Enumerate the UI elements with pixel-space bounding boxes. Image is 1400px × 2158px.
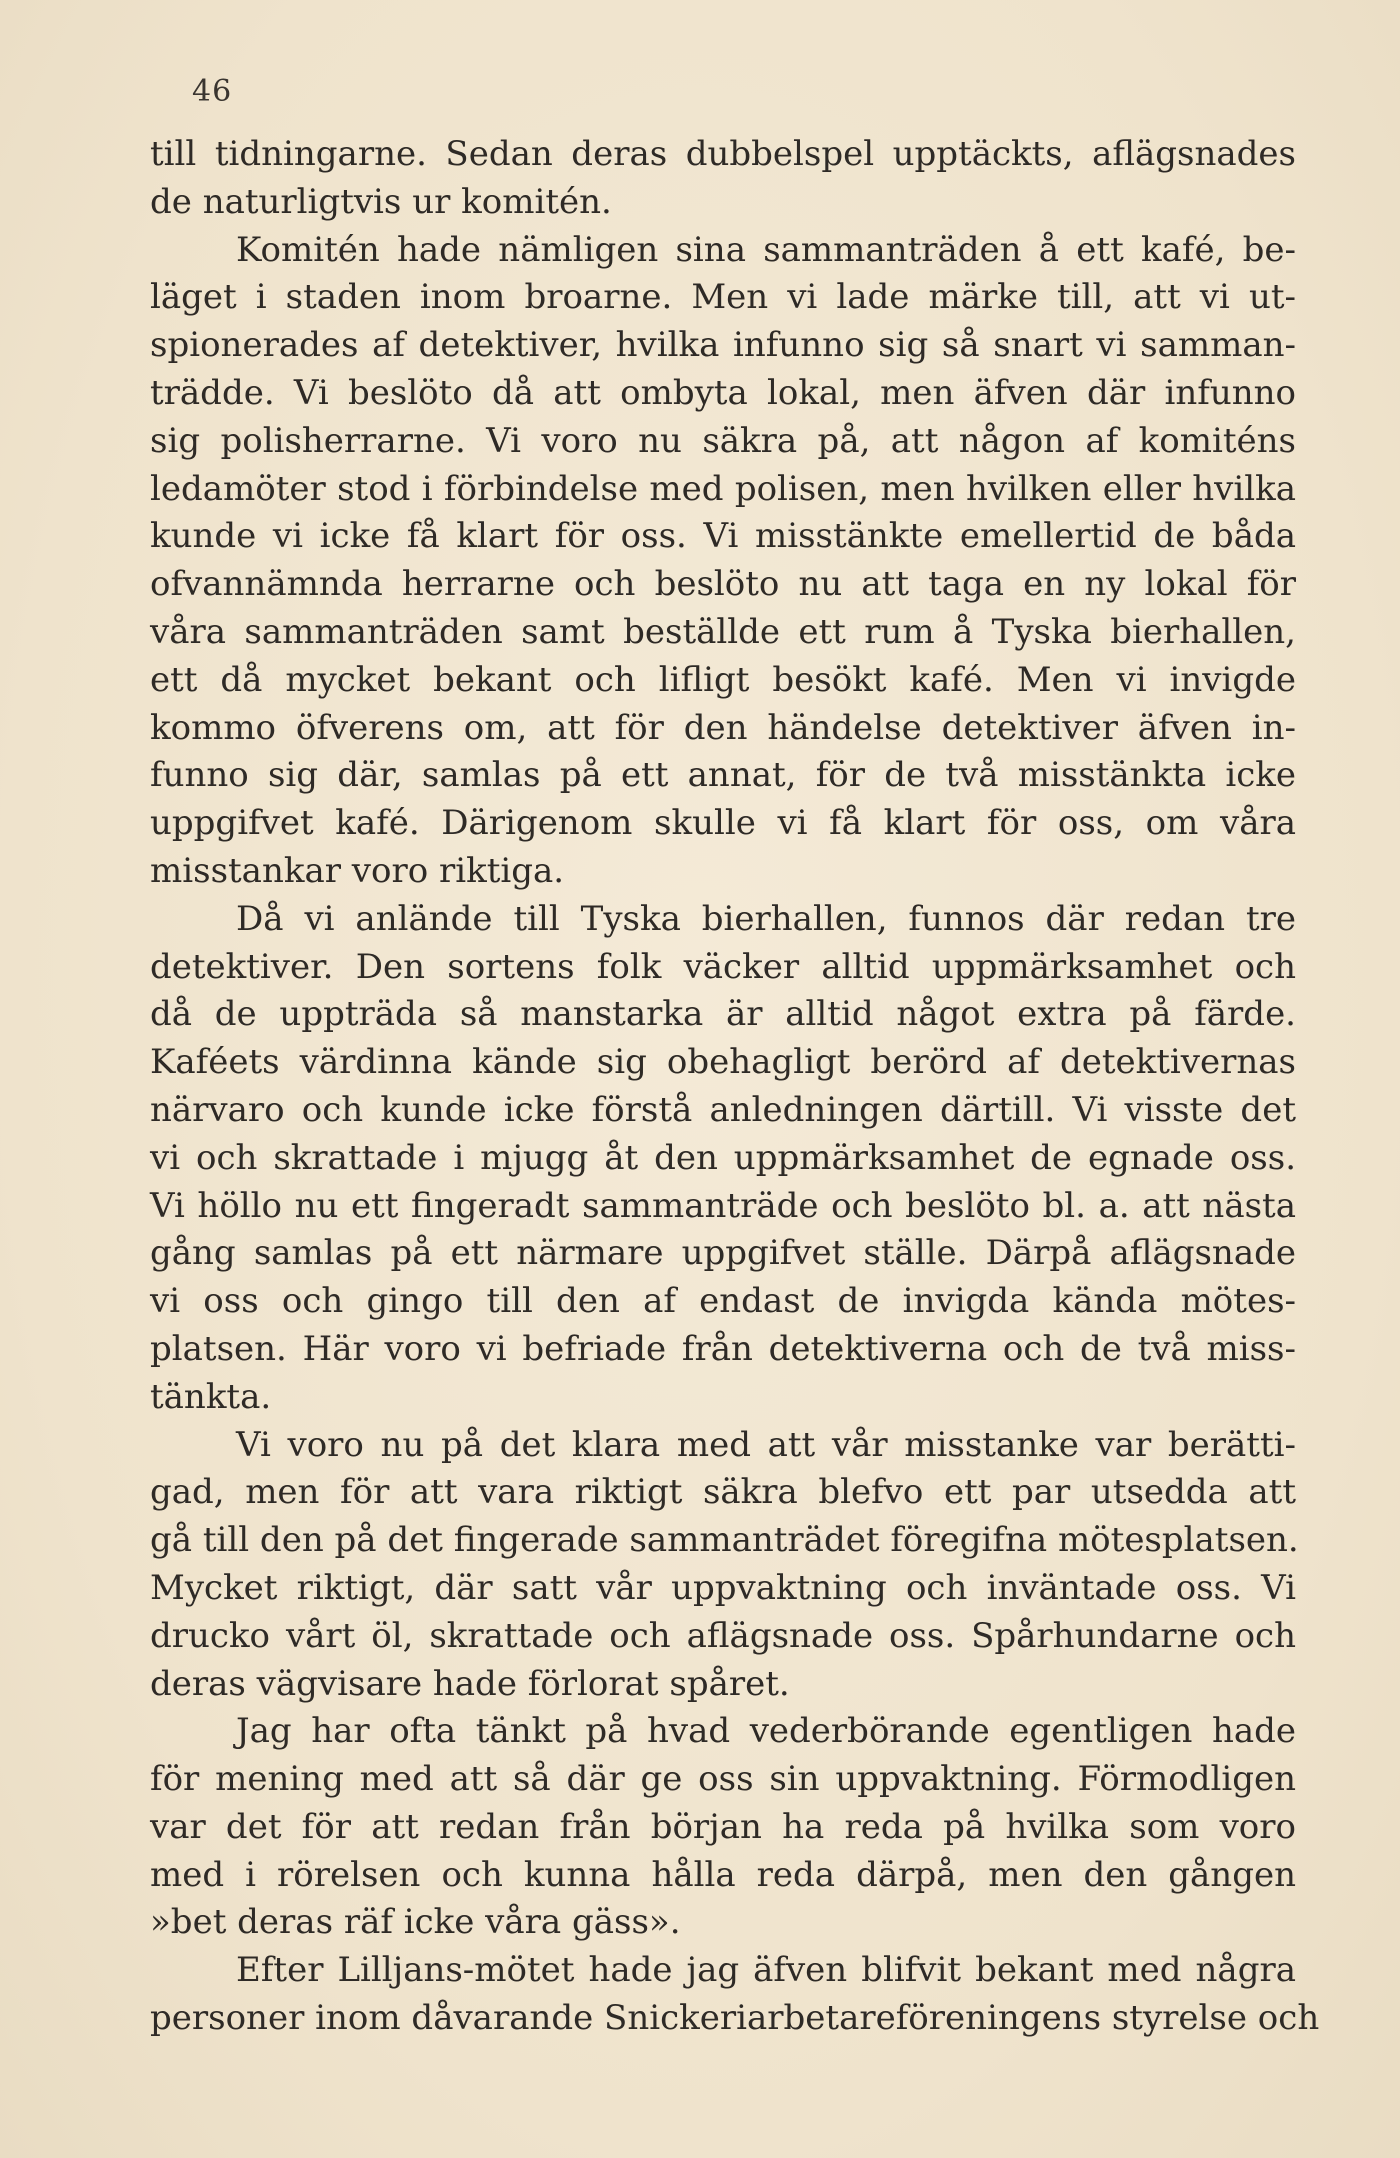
text-line: ledamöter stod i förbindelse med polisen, men hvilken eller hvilka bbox=[150, 468, 1296, 509]
text-line: personer inom dåvarande Snickeriarbetareföreningens styrelse och bbox=[150, 1998, 1320, 2039]
text-line: Komitén hade nämligen sina sammanträden å ett kafé, be- bbox=[236, 229, 1296, 270]
text-line: Jag har ofta tänkt på hvad vederbörande egentligen hade bbox=[236, 1711, 1296, 1752]
text-line: sig polisherrarne. Vi voro nu säkra på, att någon af komiténs bbox=[150, 420, 1296, 461]
text-line: Mycket riktigt, där satt vår uppvaktning och inväntade oss. Vi bbox=[150, 1567, 1296, 1608]
text-line: kunde vi icke få klart för oss. Vi misstänkte emellertid de båda bbox=[150, 516, 1296, 557]
text-line: platsen. Här voro vi befriade från detektiverna och de två miss- bbox=[150, 1328, 1296, 1369]
text-line: Kaféets värdinna kände sig obehagligt berörd af detektivernas bbox=[150, 1042, 1296, 1083]
text-line: tänkta. bbox=[150, 1376, 272, 1417]
text-line: Vi höllo nu ett fingeradt sammanträde och beslöto bl. a. att nästa bbox=[150, 1185, 1296, 1226]
text-line: trädde. Vi beslöto då att ombyta lokal, men äfven där infunno bbox=[150, 372, 1296, 413]
text-line: till tidningarne. Sedan deras dubbelspel upptäckts, aflägsnades bbox=[150, 134, 1296, 174]
text-line: gång samlas på ett närmare uppgifvet ställe. Därpå aflägsnade bbox=[150, 1233, 1296, 1274]
text-line: vi oss och gingo till den af endast de invigda kända mötes- bbox=[150, 1281, 1296, 1322]
text-line: var det för att redan från början ha reda på hvilka som voro bbox=[150, 1806, 1296, 1847]
text-line: läget i staden inom broarne. Men vi lade märke till, att vi ut- bbox=[150, 277, 1296, 318]
text-line: Då vi anlände till Tyska bierhallen, funnos där redan tre bbox=[236, 898, 1296, 939]
text-line: de naturligtvis ur komitén. bbox=[150, 181, 612, 222]
text-line: Efter Lilljans-mötet hade jag äfven blifvit bekant med några bbox=[236, 1950, 1296, 1991]
text-line: med i rörelsen och kunna hålla reda därpå, men den gången bbox=[150, 1854, 1296, 1895]
text-line: gad, men för att vara riktigt säkra blefvo ett par utsedda att bbox=[150, 1472, 1296, 1513]
text-line: misstankar voro riktiga. bbox=[150, 850, 565, 891]
text-line: gå till den på det fingerade sammanträdet föregifna mötesplatsen. bbox=[150, 1520, 1299, 1561]
page-number: 46 bbox=[192, 74, 233, 109]
text-line: detektiver. Den sortens folk väcker alltid uppmärksamhet och bbox=[150, 946, 1296, 987]
text-line: funno sig där, samlas på ett annat, för de två misstänkta icke bbox=[150, 755, 1296, 796]
text-line: spionerades af detektiver, hvilka infunno sig så snart vi samman- bbox=[150, 325, 1296, 366]
text-line: kommo öfverens om, att för den händelse detektiver äfven in- bbox=[150, 707, 1296, 748]
text-line: deras vägvisare hade förlorat spåret. bbox=[150, 1663, 790, 1704]
text-line: för mening med att så där ge oss sin uppvaktning. Förmodligen bbox=[150, 1759, 1296, 1800]
text-line: vi och skrattade i mjugg åt den uppmärksamhet de egnade oss. bbox=[150, 1137, 1296, 1178]
text-line: »bet deras räf icke våra gäss». bbox=[150, 1902, 681, 1943]
text-line: närvaro och kunde icke förstå anledningen därtill. Vi visste det bbox=[150, 1089, 1296, 1130]
text-line: då de uppträda så manstarka är alltid något extra på färde. bbox=[150, 994, 1296, 1035]
body-text bbox=[150, 131, 1320, 2043]
text-line: Vi voro nu på det klara med att vår misstanke var berätti- bbox=[236, 1424, 1296, 1465]
text-line: våra sammanträden samt beställde ett rum å Tyska bierhallen, bbox=[150, 611, 1296, 652]
text-line: ofvannämnda herrarne och beslöto nu att taga en ny lokal för bbox=[150, 564, 1296, 605]
text-line: ett då mycket bekant och lifligt besökt kafé. Men vi invigde bbox=[150, 659, 1296, 700]
text-line: drucko vårt öl, skrattade och aflägsnade oss. Spårhundarne och bbox=[150, 1615, 1296, 1656]
text-line: uppgifvet kafé. Därigenom skulle vi få klart för oss, om våra bbox=[150, 803, 1296, 844]
